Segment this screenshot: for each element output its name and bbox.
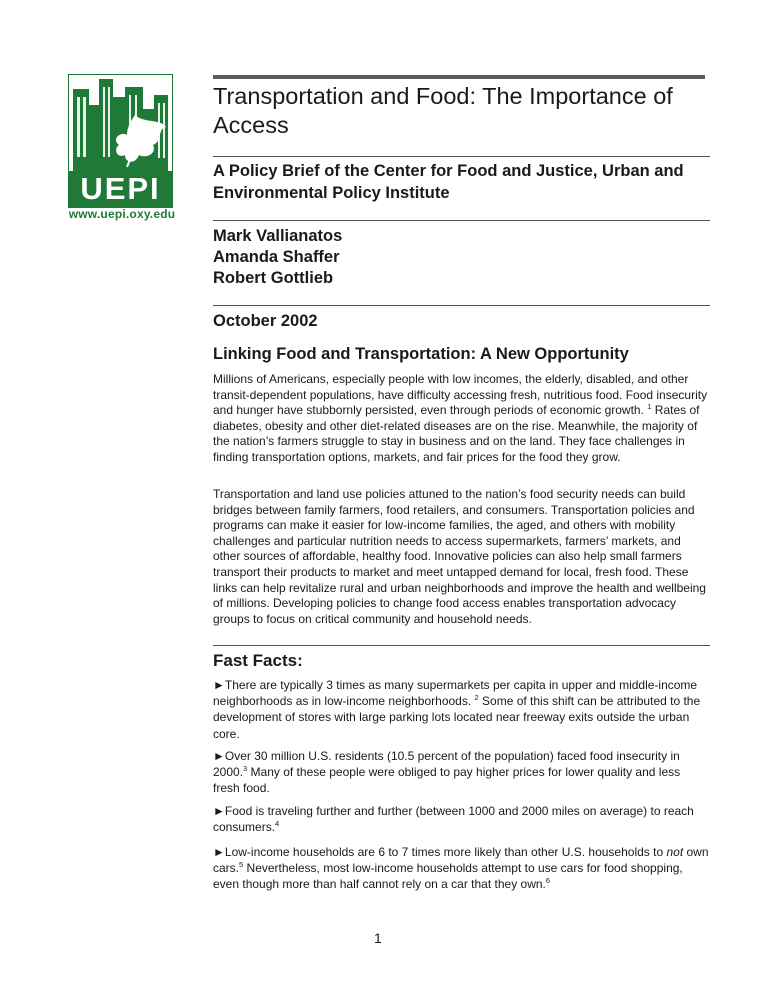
fact-text: Low-income households are 6 to 7 times more likely than other U.S. households to: [224, 845, 667, 859]
divider-2: [213, 220, 710, 221]
bullet-arrow-icon: ►: [213, 804, 225, 818]
divider-1: [213, 156, 710, 157]
author-list: [213, 226, 710, 289]
footnote-ref[interactable]: 2: [474, 693, 479, 703]
bullet-arrow-icon: ►: [213, 678, 225, 692]
fact-text: Some of this shift can be attributed to the development of stores with large parking lots located near freeway exits outside the urban core.: [213, 694, 701, 741]
author-name: Amanda Shaffer: [213, 248, 340, 266]
title-top-bar: [213, 75, 705, 79]
footnote-ref[interactable]: 3: [243, 764, 248, 774]
footnote-ref[interactable]: 5: [239, 860, 244, 870]
footnote-ref[interactable]: 4: [275, 819, 280, 829]
page-subtitle: A Policy Brief of the Center for Food and Justice, Urban and Environmental Policy Institute: [213, 162, 684, 202]
fact-text: Nevertheless, most low-income households attempt to use cars for food shopping, even though more than half cannot rely on a car that they own.: [213, 861, 683, 892]
paragraph-policies: Transportation and land use policies attuned to the nation’s food security needs can build bridges between family farmers, food retailers, and consumers. Transportation policies and programs can make it easier for low-income families, the aged, and others with mobility challenges and particular nutrition needs to access supermarkets, farmers’ markets, and other sources of affordable, healthy food. Innovative policies can also help small farmers transport their products to market and meet untapped demand for local, fresh food. These links can help revitalize rural and urban neighborhoods and improve the health and wellbeing of millions. Developing policies to change food access enables transportation advocacy groups to focus on critical community and household needs.: [213, 487, 706, 626]
logo-text: UEPI: [80, 171, 161, 206]
section-heading-linking: Linking Food and Transportation: A New Opportunity: [213, 345, 629, 363]
paragraph-text: Millions of Americans, especially people with low incomes, the elderly, disabled, and other transit-dependent populations, have difficulty accessing fresh, nutritious food. Food insecurity and hunger have stubbornly persisted, even through periods of economic growth.: [213, 372, 708, 418]
bullet-arrow-icon: ►: [213, 845, 225, 859]
fact-item: [213, 844, 710, 893]
fact-emphasis: not: [666, 845, 684, 859]
publication-date: October 2002: [213, 312, 318, 330]
fact-item: [213, 748, 710, 797]
fact-text: own cars.: [213, 845, 709, 876]
fact-text: Food is traveling further and further (between 1000 and 2000 miles on average) to reach consumers.: [213, 804, 694, 835]
page-number: 1: [374, 930, 382, 946]
logo-url[interactable]: www.uepi.oxy.edu: [68, 207, 176, 221]
fact-text: There are typically 3 times as many supermarkets per capita in upper and middle-income neighborhoods as in low-income neighborhoods.: [213, 678, 698, 709]
divider-4: [213, 645, 710, 646]
divider-3: [213, 305, 710, 306]
author-name: Mark Vallianatos: [213, 227, 343, 245]
footnote-ref[interactable]: 1: [647, 402, 652, 412]
page-title: Transportation and Food: The Importance of Access: [213, 83, 673, 138]
fact-text: Many of these people were obliged to pay higher prices for lower quality and less fresh food.: [213, 765, 681, 796]
fact-text: Over 30 million U.S. residents (10.5 percent of the population) faced food insecurity in 2000.: [213, 749, 680, 780]
section-heading-fast-facts: Fast Facts:: [213, 651, 303, 670]
fact-item: [213, 677, 710, 742]
uepi-logo: [68, 74, 173, 208]
fact-item: [213, 803, 710, 835]
author-name: Robert Gottlieb: [213, 269, 334, 287]
footnote-ref[interactable]: 6: [545, 876, 551, 886]
bullet-arrow-icon: ►: [213, 749, 225, 763]
paragraph-intro: [213, 372, 710, 466]
paragraph-text: Rates of diabetes, obesity and other diet-related diseases are on the rise. Meanwhile, the majority of the nation’s farmers struggle to stay in business and on the land. They face challenges in finding transportation options, markets, and fair prices for the food they grow.: [213, 403, 700, 464]
